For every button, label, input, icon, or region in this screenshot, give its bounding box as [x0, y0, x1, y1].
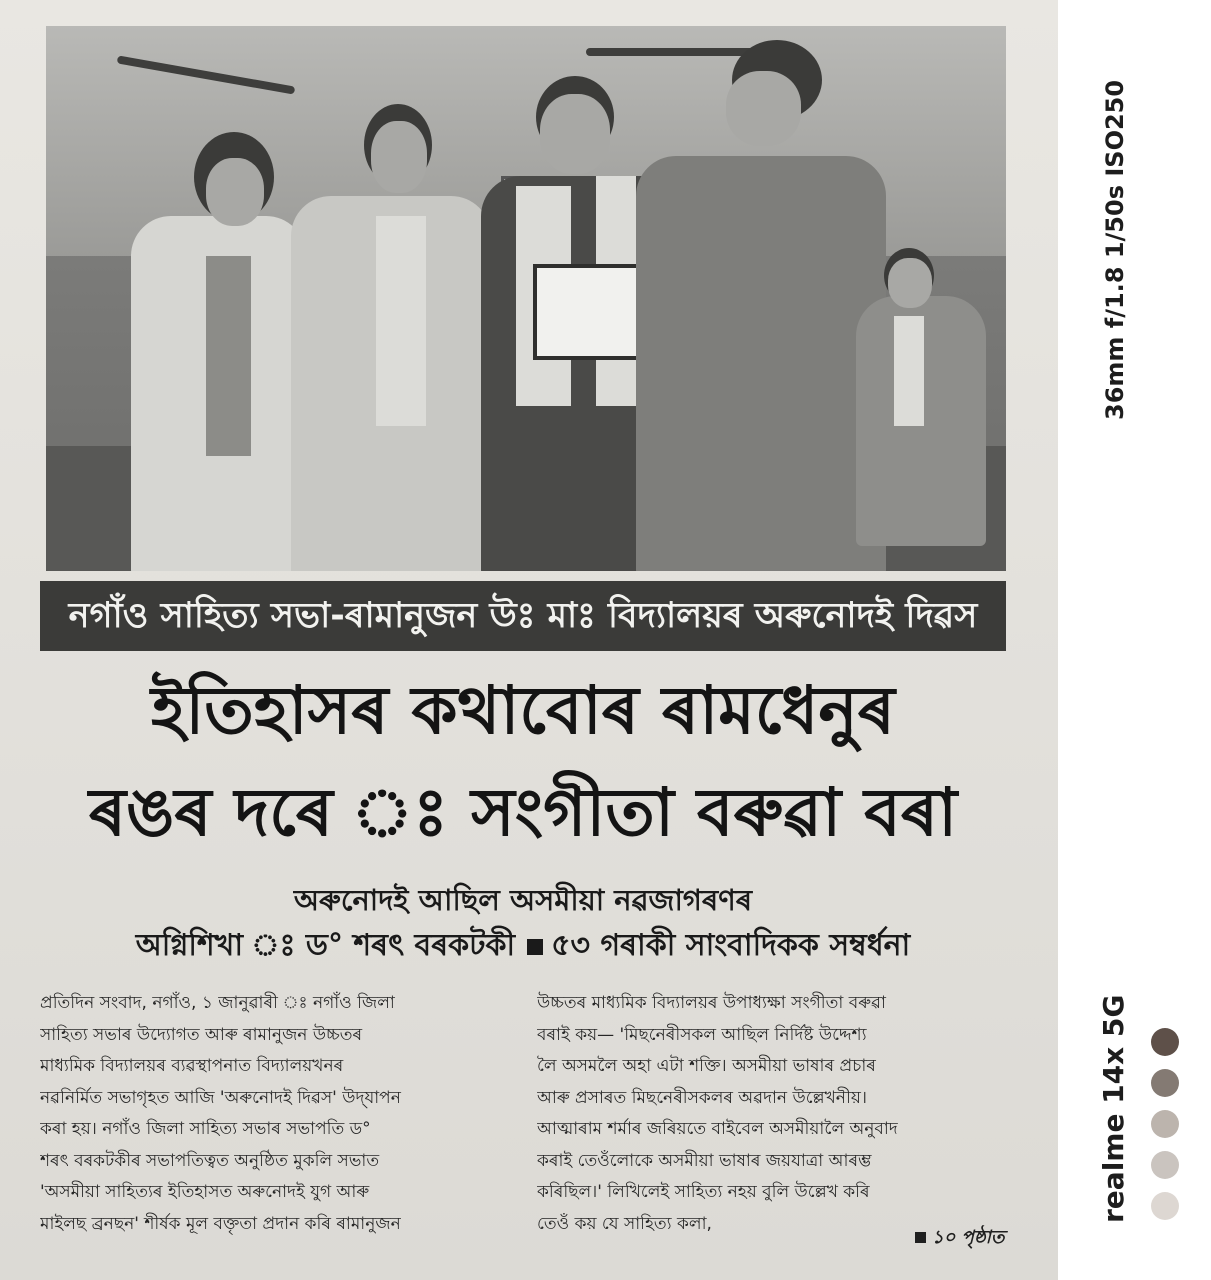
subheadline-line-1: অৰুনোদই আছিল অসমীয়া নৱজাগৰণৰ — [293, 883, 753, 917]
body-line: প্ৰতিদিন সংবাদ, নগাঁও, ১ জানুৱাৰী ঃ নগাঁও জিলা — [40, 993, 395, 1013]
body-line: মাধ্যমিক বিদ্যালয়ৰ ব্যৱস্থাপনাত বিদ্যালয়খনৰ — [40, 1056, 344, 1076]
color-swatch-4 — [1151, 1151, 1179, 1179]
color-swatch-3 — [1151, 1110, 1179, 1138]
exif-watermark — [1097, 60, 1139, 420]
body-line: সাহিত্য সভাৰ উদ্যোগত আৰু ৰামানুজন উচ্চতৰ — [40, 1024, 363, 1045]
photo-caption: নগাঁও সাহিত্য সভা-ৰামানুজন উঃ মাঃ বিদ্যালয়ৰ অৰুনোদই দিৱস — [40, 581, 1006, 651]
body-line: কৰাই তেওঁলোকে অসমীয়া ভাষাৰ জয়যাত্ৰা আৰম্ভ — [537, 1150, 872, 1171]
body-line: কৰা হয়। নগাঁও জিলা সাহিত্য সভাৰ সভাপতি ড° — [40, 1119, 371, 1139]
article-column-1 — [40, 988, 520, 1240]
subheadline-part-a: অগ্নিশিখা ঃ ড° শৰৎ বৰকটকী — [135, 928, 516, 963]
color-swatch-2 — [1151, 1069, 1179, 1097]
color-swatch-1 — [1151, 1028, 1179, 1056]
subheadline-part-b: ৫৩ গৰাকী সাংবাদিকক সম্বৰ্ধনা — [551, 928, 911, 963]
color-swatch-5 — [1151, 1192, 1179, 1220]
body-line: উচ্চতৰ মাধ্যমিক বিদ্যালয়ৰ উপাধ্যক্ষা সংগীতা বৰুৱা — [537, 993, 886, 1013]
body-line: মাইলছ ব্ৰনছন' শীৰ্ষক মূল বক্তৃতা প্ৰদান কৰি ৰামানুজন — [40, 1213, 401, 1234]
body-line: নৱনিৰ্মিত সভাগৃহত আজি 'অৰুনোদই দিৱস' উদ্‌যাপন — [40, 1087, 401, 1108]
body-line: 'অসমীয়া সাহিত্যৰ ইতিহাসত অৰুনোদই যুগ আৰু — [40, 1182, 370, 1202]
body-line: বৰাই কয়— 'মিছনেৰীসকল আছিল নিৰ্দিষ্ট উদ্দেশ্য — [537, 1024, 867, 1045]
headline-line-1: ইতিহাসৰ কথাবোৰ ৰামধেনুৰ — [151, 671, 895, 749]
body-line: শৰৎ বৰকটকীৰ সভাপতিত্বত অনুষ্ঠিত মুকলি সভাত — [40, 1150, 380, 1171]
headline-line-2: ৰঙৰ দৰে ঃ সংগীতা বৰুৱা বৰা — [88, 773, 958, 851]
bullet-square-icon — [915, 1232, 926, 1243]
exif-text: 36mm f/1.8 1/50s ISO250 — [1101, 79, 1129, 420]
continued-page-label: ১০ পৃষ্ঠাত — [932, 1227, 1005, 1248]
device-text: realme 14x 5G — [1097, 994, 1130, 1223]
continued-reference — [915, 1223, 1004, 1254]
body-line: আৰু প্ৰসাৰত মিছনেৰীসকলৰ অৱদান উল্লেখনীয়। — [537, 1087, 867, 1108]
body-line: তেওঁ কয় যে সাহিত্য কলা, — [537, 1213, 712, 1234]
news-photo — [46, 26, 1006, 571]
device-watermark — [1097, 985, 1139, 1225]
body-line: লৈ অসমলৈ অহা এটা শক্তি। অসমীয়া ভাষাৰ প্ৰচাৰ — [537, 1056, 876, 1076]
body-line: কৰিছিল।' লিখিলেই সাহিত্য নহয় বুলি উল্লেখ কৰি — [537, 1182, 870, 1202]
bullet-square-icon — [527, 939, 543, 955]
body-line: আত্মাৰাম শৰ্মাৰ জৰিয়তে বাইবেল অসমীয়ালৈ অনুবাদ — [537, 1119, 898, 1139]
article-column-2 — [537, 988, 1007, 1240]
subheadline-line-2 — [40, 924, 1006, 968]
